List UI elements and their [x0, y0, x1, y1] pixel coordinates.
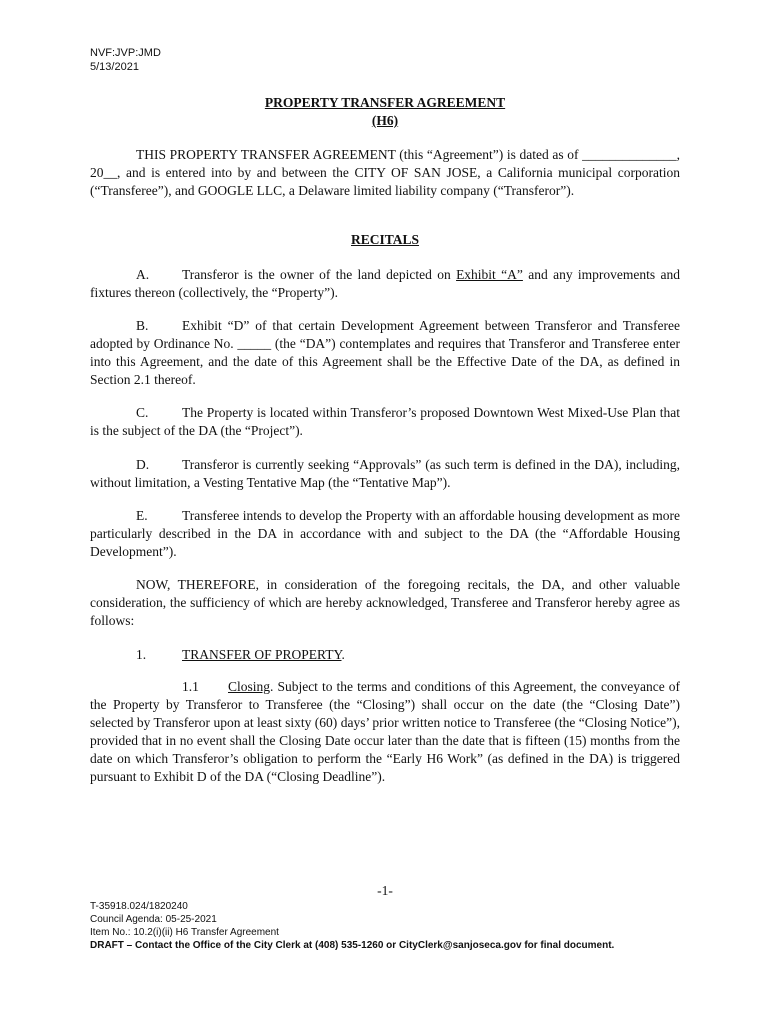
section-1-1-text: . Subject to the terms and conditions of this Agreement, the conveyance of the Property by Transferor to Transferee (the “Closing”) shall occur on the date (the “Closing Date”) selected by Transferor upon at least sixty (60) days’ prior written notice to Transferee (the “Closing Notice”), provided that in no event shall the Closing Date occur later than the date that is fifteen (15) months from the date on which Transferor’s obligation to perform the “Early H6 Work” (as defined in the DA) is triggered pursuant to Exhibit D of the DA (“Closing Deadline”).: [90, 679, 680, 784]
section-1-1-title: Closing: [228, 679, 271, 694]
header-initials: NVF:JVP:JMD: [90, 47, 161, 59]
recital-e: [90, 507, 680, 561]
exhibit-a-reference: Exhibit “A”: [456, 267, 523, 282]
footer-draft-notice: [90, 939, 690, 952]
section-1-period: .: [341, 647, 345, 662]
recitals-heading: RECITALS: [350, 232, 420, 247]
header-date: 5/13/2021: [90, 61, 139, 73]
recital-c-label: C.: [136, 405, 149, 420]
intro-paragraph: THIS PROPERTY TRANSFER AGREEMENT (this “Agreement”) is dated as of ______________, 20__, and is entered into by and between the CITY OF SAN JOSE, a California municipal corporation (“Transferee”), and GOOGLE LLC, a Delaware limited liability company (“Transferor”).: [90, 147, 680, 198]
section-1-number: 1.: [136, 647, 147, 662]
recital-a: [90, 266, 680, 302]
recital-b-label: B.: [136, 318, 149, 333]
recital-c: [90, 404, 680, 440]
document-title: PROPERTY TRANSFER AGREEMENT: [264, 95, 506, 110]
section-1-heading: [90, 646, 680, 664]
recital-e-label: E.: [136, 508, 148, 523]
recital-e-text: Transferee intends to develop the Property with an affordable housing development as more particularly described in the DA in accordance with and subject to the DA (the “Affordable Housing Development”).: [90, 508, 680, 559]
recital-d-text: Transferor is currently seeking “Approvals” (as such term is defined in the DA), including, without limitation, a Vesting Tentative Map (the “Tentative Map”).: [90, 457, 680, 490]
footer-draft-text: DRAFT – Contact the Office of the City Clerk at (408) 535-1260 or CityClerk@sanjoseca.gov for final document.: [90, 940, 615, 951]
section-1-1-number: 1.1: [182, 679, 199, 694]
page-number: -1-: [377, 883, 393, 898]
document-subtitle: (H6): [371, 113, 399, 128]
footer-item-number: Item No.: 10.2(i)(ii) H6 Transfer Agreement: [90, 927, 279, 938]
footer-file-number: T-35918.024/1820240: [90, 901, 188, 912]
recital-b-text: Exhibit “D” of that certain Development Agreement between Transferor and Transferee adopted by Ordinance No. _____ (the “DA”) contemplates and requires that Transferor and Transferee enter into this Agreement, and the date of this Agreement shall be the Effective Date of the DA, as defined in Section 2.1 thereof.: [90, 318, 680, 387]
section-1-title: TRANSFER OF PROPERTY: [182, 647, 342, 662]
recital-b: [90, 317, 680, 389]
recital-a-label: A.: [136, 267, 150, 282]
now-therefore-paragraph: NOW, THEREFORE, in consideration of the foregoing recitals, the DA, and other valuable consideration, the sufficiency of which are hereby acknowledged, Transferee and Transferor hereby agree as follows:: [90, 577, 680, 628]
section-1-1-paragraph: [90, 678, 680, 786]
recital-c-text: The Property is located within Transferor’s proposed Downtown West Mixed-Use Plan that is the subject of the DA (the “Project”).: [90, 405, 680, 438]
recital-a-text-post: and any improvements and fixtures thereon (collectively, the “Property”).: [90, 267, 681, 300]
footer-council-agenda: Council Agenda: 05-25-2021: [90, 914, 217, 925]
document-footer: [90, 900, 690, 952]
document-header: [90, 46, 161, 74]
recital-d-label: D.: [136, 457, 150, 472]
recital-d: [90, 456, 680, 492]
recital-a-text-pre: Transferor is the owner of the land depicted on: [182, 267, 457, 282]
